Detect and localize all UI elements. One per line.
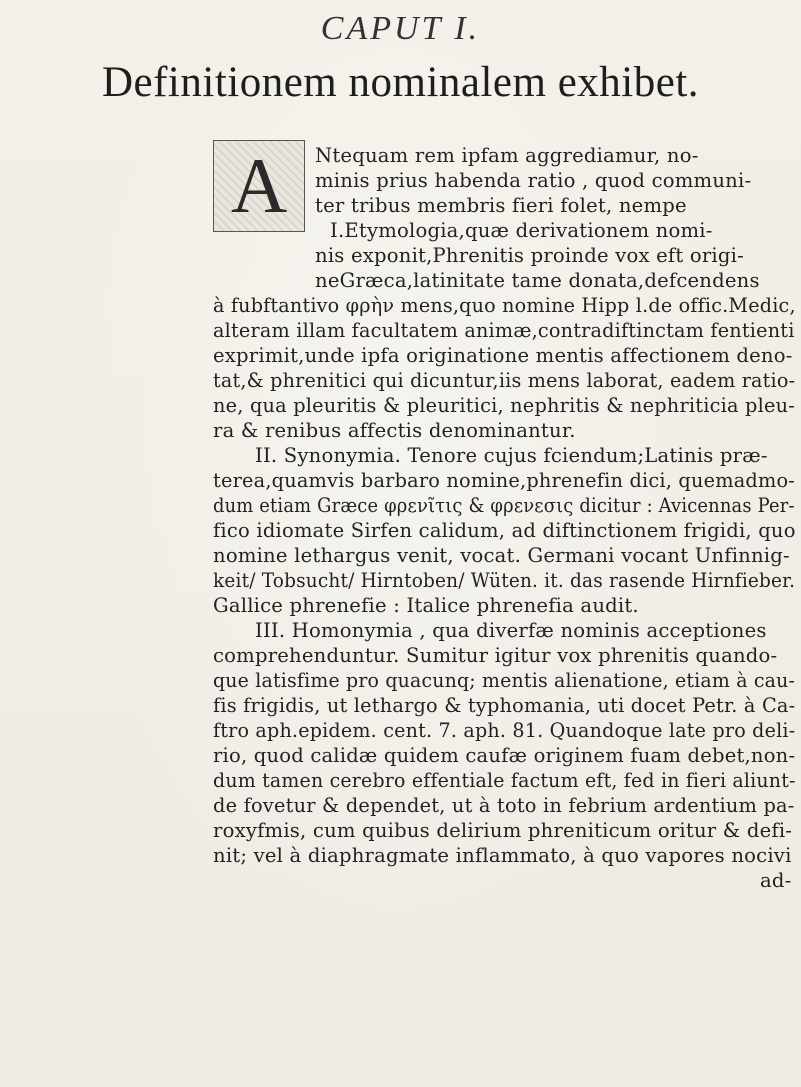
text-line: fis frigidis, ut lethargo & typhomania, uti docet Petr. à Ca- [213,694,796,717]
text-line: ftro aph.epidem. cent. 7. aph. 81. Quandoque late pro deli- [213,719,796,742]
text-line: nit; vel à diaphragmate inflammato, à quo vapores nocivi [213,844,792,867]
text-line: ra & renibus affectis denominantur. [213,419,576,442]
running-head: CAPUT I. [320,10,481,47]
text-line: ter tribus membris fieri folet, nempe [315,194,687,217]
text-line: que latisfime pro quacunq; mentis alienatione, etiam à cau- [213,669,796,692]
text-line: neGræca,latinitate tame donata,defcendens [315,269,760,292]
text-line: exprimit,unde ipfa originatione mentis affectionem deno- [213,344,793,367]
text-line: tat,& phrenitici qui dicuntur,iis mens laborat, eadem ratio- [213,369,796,392]
text-line: dum etiam Græce φρενῖτις & φρενεσις dicitur : Avicennas Per- [213,494,795,517]
text-line: alteram illam facultatem animæ,contradiftinctam fentienti [213,319,795,342]
text-line: III. Homonymia , qua diverfæ nominis acceptiones [255,619,767,642]
text-line: nis exponit,Phrenitis proinde vox eft origi- [315,244,744,267]
chapter-title: Definitionem nominalem exhibet. [101,59,700,106]
catchword: ad- [760,869,792,892]
text-line: roxyfmis, cum quibus delirium phreniticum oritur & defi- [213,819,793,842]
text-line: ne, qua pleuritis & pleuritici, nephritis & nephriticia pleu- [213,394,795,417]
text-line: I.Etymologia,quæ derivationem nomi- [330,219,713,242]
text-line: fico idiomate Sirfen calidum, ad diftinctionem frigidi, quo [213,519,796,542]
text-line: Ntequam rem ipfam aggrediamur, no- [315,144,699,167]
text-line: minis prius habenda ratio , quod communi- [315,169,752,192]
text-line: à fubftantivo φρὴν mens,quo nomine Hipp l.de offic.Medic, [213,294,796,317]
text-line: keit/ Tobsucht/ Hirntoben/ Wüten. it. das rasende Hirnfieber. [213,569,796,592]
text-line: dum tamen cerebro effentiale factum eft, fed in fieri aliunt- [213,769,796,792]
text-line: comprehenduntur. Sumitur igitur vox phrenitis quando- [213,644,778,667]
text-line: II. Synonymia. Tenore cujus fciendum;Latinis præ- [255,444,768,467]
text-line: rio, quod calidæ quidem caufæ originem fuam debet,non- [213,744,796,767]
text-line: de fovetur & dependet, ut à toto in febrium ardentium pa- [213,794,795,817]
ornamental-initial [213,140,305,232]
text-line: terea,quamvis barbaro nomine,phrenefin dici, quemadmo- [213,469,796,492]
ornamental-initial-letter: A [230,142,288,229]
text-line: Gallice phrenefie : Italice phrenefia audit. [213,594,639,617]
text-line: nomine lethargus venit, vocat. Germani vocant Unfinnig- [213,544,790,567]
